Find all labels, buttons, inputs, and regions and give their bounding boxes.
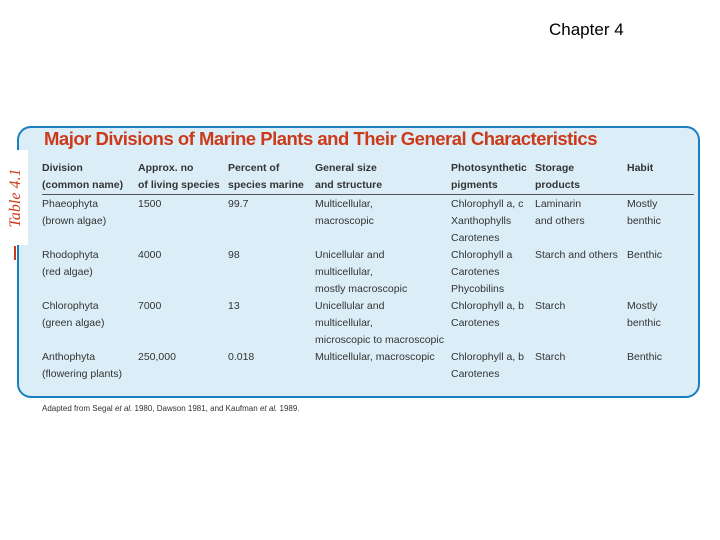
cell-storage: Starch and others — [535, 249, 618, 261]
header-size-structure: General size and structure — [315, 162, 383, 191]
cell-division: Phaeophyta (brown algae) — [42, 198, 107, 227]
table-row — [42, 298, 694, 349]
data-table — [42, 160, 694, 383]
cell-species-count: 1500 — [138, 198, 162, 210]
table-row — [42, 247, 694, 298]
cell-percent-marine: 99.7 — [228, 198, 249, 210]
table-title: Major Divisions of Marine Plants and Their General Characteristics — [44, 128, 598, 149]
header-habit: Habit — [627, 162, 654, 174]
header-division: Division (common name) — [42, 162, 124, 191]
cell-habit: Benthic — [627, 351, 663, 363]
cell-pigments: Chlorophyll a, b Carotenes — [451, 300, 524, 329]
cell-pigments: Chlorophyll a, b Carotenes — [451, 351, 524, 380]
footnote-text-2: 1980, Dawson 1981, and Kaufman — [132, 404, 260, 413]
footnote-text-1: Adapted from Segal — [42, 404, 115, 413]
cell-division: Chlorophyta (green algae) — [42, 300, 105, 329]
header-storage: Storage products — [535, 162, 580, 191]
cell-division: Rhodophyta (red algae) — [42, 249, 99, 278]
cell-percent-marine: 98 — [228, 249, 240, 261]
cell-species-count: 4000 — [138, 249, 162, 261]
header-percent-marine: Percent of species marine — [228, 162, 304, 191]
cell-species-count: 7000 — [138, 300, 162, 312]
cell-storage: Laminarin and others — [535, 198, 585, 227]
cell-habit: Benthic — [627, 249, 663, 261]
cell-habit: Mostly benthic — [627, 300, 661, 329]
cell-habit: Mostly benthic — [627, 198, 661, 227]
header-pigments: Photosynthetic pigments — [451, 162, 527, 191]
table-number-label: Table 4.1 — [7, 168, 24, 227]
footnote-etal-2: et al. — [259, 404, 278, 413]
table-header-row — [42, 160, 694, 194]
cell-size-structure: Multicellular, macroscopic — [315, 351, 435, 363]
table-row — [42, 349, 694, 383]
cell-pigments: Chlorophyll a Carotenes Phycobilins — [451, 249, 513, 295]
chapter-heading: Chapter 4 — [549, 20, 624, 39]
cell-division: Anthophyta (flowering plants) — [42, 351, 122, 380]
table-row — [42, 195, 694, 247]
footnote-text-3: 1989. — [277, 404, 300, 413]
footnote-etal-1: et al. — [114, 404, 133, 413]
cell-size-structure: Unicellular and multicellular, mostly macroscopic — [315, 249, 408, 295]
cell-storage: Starch — [535, 351, 566, 363]
cell-percent-marine: 13 — [228, 300, 240, 312]
source-footnote — [42, 404, 300, 413]
cell-species-count: 250,000 — [138, 351, 176, 363]
side-label-connector — [14, 246, 16, 260]
cell-pigments: Chlorophyll a, c Xanthophylls Carotenes — [451, 198, 524, 244]
cell-percent-marine: 0.018 — [228, 351, 255, 363]
header-species-count: Approx. no of living species — [138, 162, 220, 191]
cell-storage: Starch — [535, 300, 566, 312]
cell-size-structure: Multicellular, macroscopic — [315, 198, 374, 227]
cell-size-structure: Unicellular and multicellular, microscopic to macroscopic — [315, 300, 444, 346]
table-side-label — [4, 150, 28, 245]
